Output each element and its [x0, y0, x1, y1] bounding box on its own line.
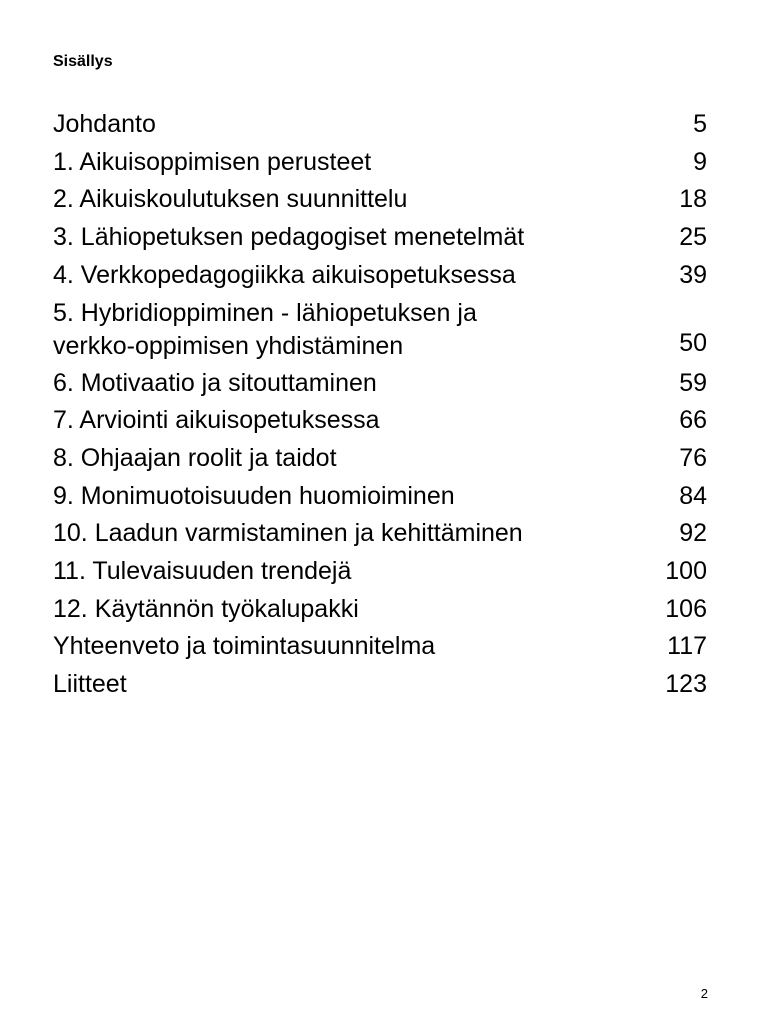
toc-entry-chapter-4[interactable] — [53, 257, 707, 295]
toc-entry-page: 106 — [665, 594, 707, 623]
toc-entry-title: 8. Ohjaajan roolit ja taidot — [53, 443, 337, 472]
toc-entry-title: 4. Verkkopedagogiikka aikuisopetuksessa — [53, 260, 516, 289]
toc-entry-chapter-3[interactable] — [53, 219, 707, 257]
toc-entry-johdanto[interactable] — [53, 106, 707, 144]
toc-entry-chapter-10[interactable] — [53, 515, 707, 553]
toc-entry-title: 9. Monimuotoisuuden huomioiminen — [53, 481, 455, 510]
toc-entry-chapter-5[interactable] — [53, 295, 707, 365]
toc-entry-title: 6. Motivaatio ja sitouttaminen — [53, 368, 377, 397]
toc-entry-yhteenveto[interactable] — [53, 628, 707, 666]
page-number: 2 — [700, 986, 708, 1001]
toc-entry-chapter-12[interactable] — [53, 591, 707, 629]
toc-entry-title: 7. Arviointi aikuisopetuksessa — [53, 406, 380, 435]
toc-entry-chapter-2[interactable] — [53, 181, 707, 219]
toc-entry-page: 18 — [679, 185, 707, 214]
toc-entry-page: 59 — [679, 368, 707, 397]
toc-entry-title: Johdanto — [53, 110, 156, 138]
toc-entry-title: 1. Aikuisoppimisen perusteet — [53, 147, 372, 176]
toc-entry-chapter-9[interactable] — [53, 478, 707, 516]
toc-entry-page: 25 — [679, 223, 707, 252]
toc-entry-page: 117 — [667, 632, 707, 661]
toc-entry-page: 50 — [679, 328, 707, 357]
toc-entry-chapter-8[interactable] — [53, 440, 707, 478]
toc-entry-page: 66 — [679, 406, 707, 435]
toc-entry-title: 11. Tulevaisuuden trendejä — [53, 557, 352, 586]
toc-entry-page: 5 — [693, 110, 707, 138]
toc-entry-page: 76 — [679, 443, 707, 472]
toc-entry-title: 5. Hybridioppiminen - lähiopetuksen ja verkko-oppimisen yhdistäminen — [53, 298, 477, 360]
toc-entry-chapter-7[interactable] — [53, 402, 707, 440]
toc-entry-page: 9 — [693, 147, 707, 176]
toc-entry-page: 39 — [679, 260, 707, 289]
page-title: Sisällys — [53, 53, 113, 70]
toc-entry-chapter-6[interactable] — [53, 365, 707, 403]
toc-entry-page: 92 — [679, 519, 707, 548]
toc-entry-title: 2. Aikuiskoulutuksen suunnittelu — [53, 185, 408, 214]
toc-entry-page: 123 — [665, 670, 707, 699]
toc-entry-title: Yhteenveto ja toimintasuunnitelma — [53, 632, 436, 661]
table-of-contents — [53, 106, 707, 704]
toc-entry-title: 3. Lähiopetuksen pedagogiset menetelmät — [53, 223, 525, 252]
toc-entry-page: 84 — [679, 481, 707, 510]
toc-entry-chapter-11[interactable] — [53, 553, 707, 591]
toc-entry-title: 12. Käytännön työkalupakki — [53, 594, 359, 623]
toc-entry-liitteet[interactable] — [53, 666, 707, 704]
toc-entry-chapter-1[interactable] — [53, 144, 707, 182]
toc-entry-page: 100 — [665, 557, 707, 586]
toc-entry-title: 10. Laadun varmistaminen ja kehittäminen — [53, 519, 523, 548]
toc-entry-title: Liitteet — [53, 670, 127, 699]
